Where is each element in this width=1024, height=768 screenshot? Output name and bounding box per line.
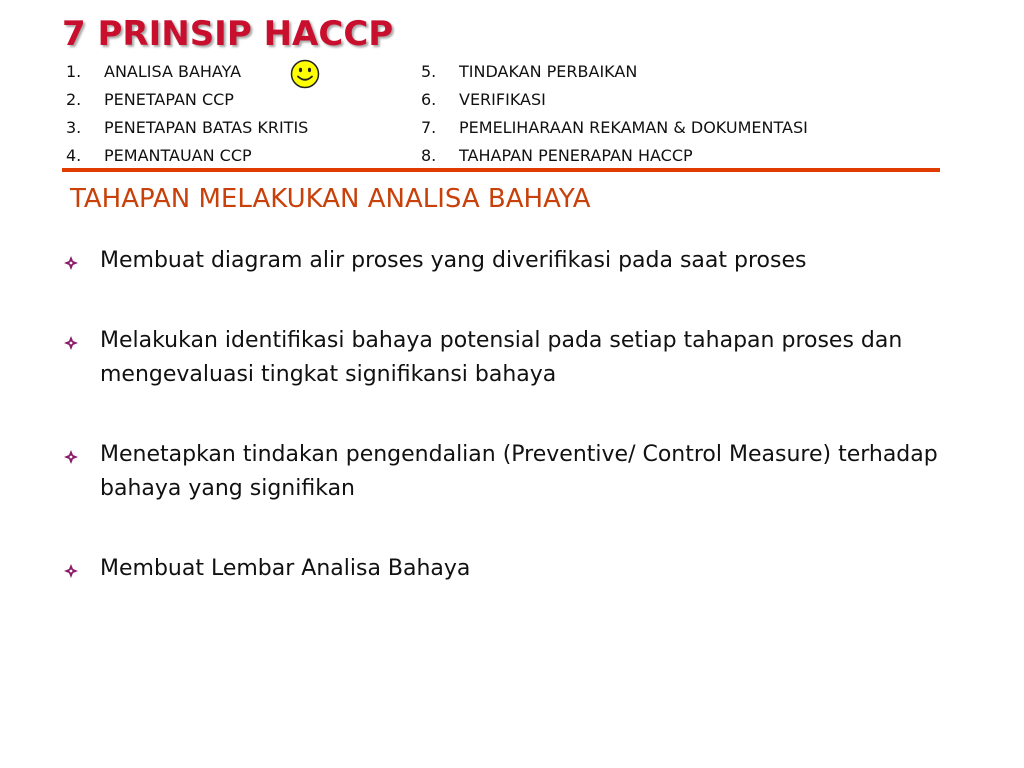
principle-label: VERIFIKASI — [459, 90, 546, 109]
bullet-item — [62, 244, 962, 278]
principle-number: 4. — [66, 146, 82, 165]
principle-number: 6. — [421, 90, 437, 109]
principle-label: PENETAPAN CCP — [104, 90, 234, 109]
diamond-bullet-icon — [64, 450, 78, 464]
slide-title: 7 PRINSIP HACCP — [62, 14, 394, 54]
principle-number: 2. — [66, 90, 82, 109]
principle-label: PEMELIHARAAN REKAMAN & DOKUMENTASI — [459, 118, 808, 137]
principle-item — [421, 142, 808, 170]
principle-number: 3. — [66, 118, 82, 137]
title-divider — [62, 168, 940, 172]
diamond-bullet-icon — [64, 564, 78, 578]
principle-number: 8. — [421, 146, 437, 165]
principle-item — [421, 114, 808, 142]
principle-label: PEMANTAUAN CCP — [104, 146, 252, 165]
principle-item — [421, 86, 808, 114]
principle-item — [66, 86, 308, 114]
principle-number: 7. — [421, 118, 437, 137]
principle-label: ANALISA BAHAYA — [104, 62, 242, 81]
principle-label: TAHAPAN PENERAPAN HACCP — [459, 146, 693, 165]
diamond-bullet-icon — [64, 336, 78, 350]
principle-item — [421, 58, 808, 86]
principle-number: 5. — [421, 62, 437, 81]
bullet-text: Melakukan identifikasi bahaya potensial pada setiap tahapan proses dan mengevaluasi tingkat signifikansi bahaya — [100, 328, 903, 387]
bullet-item — [62, 552, 962, 586]
diamond-bullet-icon — [64, 256, 78, 270]
principle-number: 1. — [66, 62, 82, 81]
bullet-item — [62, 438, 962, 506]
principle-item — [66, 142, 308, 170]
principles-list-right — [421, 58, 808, 170]
bullet-text: Membuat Lembar Analisa Bahaya — [100, 556, 471, 581]
section-subtitle: TAHAPAN MELAKUKAN ANALISA BAHAYA — [70, 184, 591, 214]
principle-label: TINDAKAN PERBAIKAN — [459, 62, 638, 81]
principle-item — [66, 114, 308, 142]
smiley-face-icon — [290, 59, 320, 89]
bullet-text: Membuat diagram alir proses yang diverifikasi pada saat proses — [100, 248, 807, 273]
principle-item — [66, 58, 308, 86]
principles-list-left — [66, 58, 308, 170]
bullet-item — [62, 324, 962, 392]
bullet-text: Menetapkan tindakan pengendalian (Preventive/ Control Measure) terhadap bahaya yang signifikan — [100, 442, 938, 501]
principle-label: PENETAPAN BATAS KRITIS — [104, 118, 309, 137]
bullet-list — [62, 244, 962, 632]
